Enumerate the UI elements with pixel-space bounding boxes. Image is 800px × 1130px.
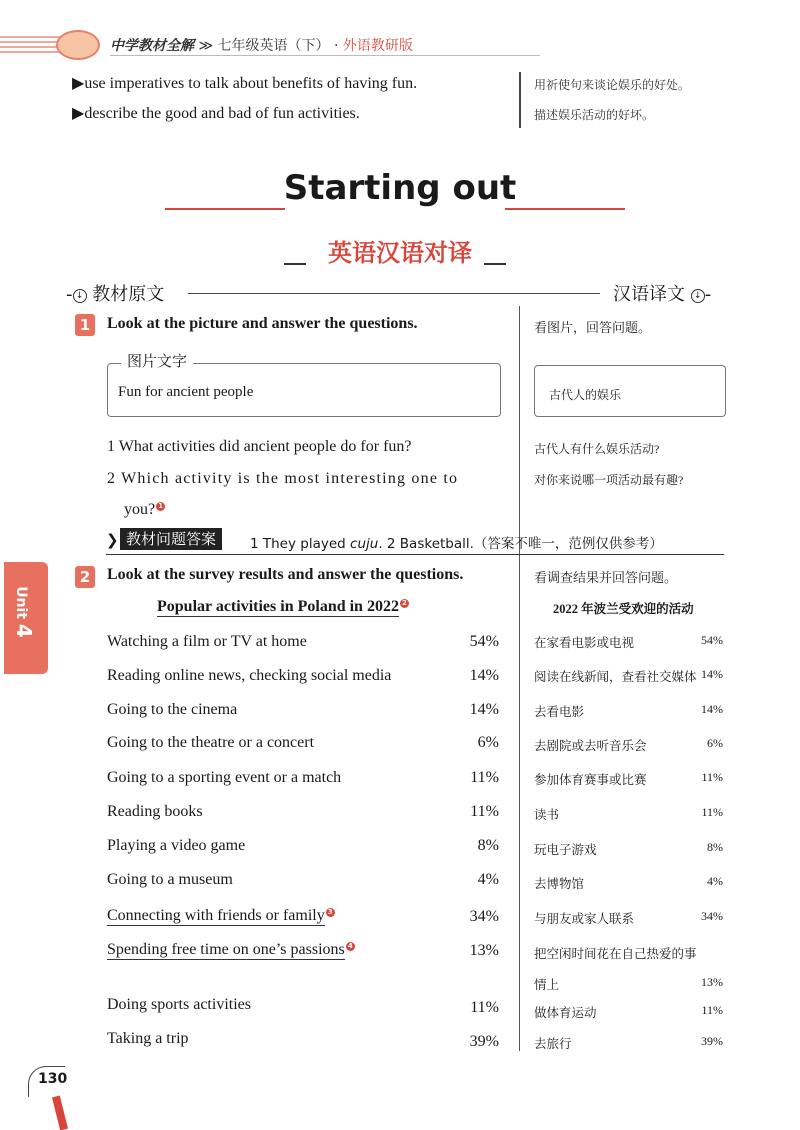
objective-2-en: describe the good and bad of fun activities. xyxy=(84,105,360,122)
section-1-number: 1 xyxy=(75,314,95,336)
table-row-percent-cn: 34% xyxy=(701,909,723,923)
table-row-percent-cn: 54% xyxy=(701,633,723,647)
table-row-percent: 14% xyxy=(469,701,499,718)
table-row-activity-cn: 去旅行 xyxy=(534,1037,572,1051)
unit-number: 4 xyxy=(12,623,36,638)
table-row-percent-cn: 11% xyxy=(701,1003,723,1017)
table-row-percent: 13% xyxy=(469,942,499,959)
picture-text-en: Fun for ancient people xyxy=(118,384,254,400)
table-row-activity-cn: 玩电子游戏 xyxy=(534,843,597,857)
table-title-en: Popular activities in Poland in 2022 xyxy=(157,598,399,615)
table-row-percent-cn: 39% xyxy=(701,1034,723,1048)
section-2-title-cn: 看调查结果并回答问题。 xyxy=(534,571,678,586)
table-row-activity-text: Connecting with friends or family xyxy=(107,907,325,924)
header-brand: 中学教材全解 xyxy=(110,38,194,54)
answer-tag: 教材问题答案 xyxy=(120,528,222,550)
question-1: 1 What activities did ancient people do for fun? xyxy=(107,438,412,455)
picture-text-label: 图片文字 xyxy=(121,350,193,371)
table-row-activity-cn: 去博物馆 xyxy=(534,877,585,891)
section-1-title: Look at the picture and answer the questions. xyxy=(107,315,418,332)
subtitle-rule-right xyxy=(484,263,506,265)
header-rule xyxy=(110,55,540,56)
section-1-title-cn: 看图片，回答问题。 xyxy=(534,321,652,336)
table-row-activity-cn: 读书 xyxy=(534,808,560,822)
column-header-translation xyxy=(613,280,711,306)
table-row-activity: Playing a video game xyxy=(107,837,246,854)
table-row-activity xyxy=(107,907,335,925)
table-row-percent: 11% xyxy=(470,803,499,820)
subtitle-rule-left xyxy=(284,263,306,265)
table-row-activity: Reading online news, checking social media xyxy=(107,667,392,684)
unit-word: Unit xyxy=(13,586,29,620)
table-row-activity xyxy=(107,941,355,959)
triangle-bullet-icon: ▶ xyxy=(72,105,85,122)
header-book: 七年级英语（下） xyxy=(217,38,330,54)
table-row-activity: Going to a sporting event or a match xyxy=(107,769,342,786)
table-row-percent: 6% xyxy=(477,734,499,751)
table-row-percent: 4% xyxy=(477,871,499,888)
table-row-activity: Reading books xyxy=(107,803,203,820)
table-row-percent: 14% xyxy=(469,667,499,684)
table-row-percent: 54% xyxy=(469,633,499,650)
objective-1 xyxy=(72,73,417,93)
table-row-activity: Watching a film or TV at home xyxy=(107,633,307,650)
column-header-translation-label: 汉语译文 xyxy=(613,284,685,305)
column-header-original-label: 教材原文 xyxy=(92,284,165,305)
page-title: Starting out xyxy=(283,168,517,208)
page-corner-decoration xyxy=(52,1096,68,1130)
table-row-percent: 11% xyxy=(470,769,499,786)
table-row-activity: Taking a trip xyxy=(107,1030,189,1047)
title-rule-right xyxy=(505,208,625,210)
down-arrow-circle-icon: ↓ xyxy=(73,289,87,303)
note-badge-4: 4 xyxy=(346,942,355,951)
objective-2-cn: 描述娱乐活动的好坏。 xyxy=(534,108,655,122)
header-edition: 外语教研版 xyxy=(342,38,413,54)
column-header-rule xyxy=(188,293,600,294)
question-2-end: you? xyxy=(124,501,156,518)
table-row-activity-text: Spending free time on one’s passions xyxy=(107,941,345,958)
chevron-right-icon: ❯ xyxy=(106,531,119,549)
page-number: 130 xyxy=(38,1071,68,1087)
table-row-activity: Going to the theatre or a concert xyxy=(107,734,315,751)
note-badge-2: 2 xyxy=(400,599,409,608)
table-row-activity-cn-cont: 情上 xyxy=(534,978,560,992)
table-title xyxy=(157,598,409,616)
note-badge-1: 1 xyxy=(156,502,165,511)
table-row-percent: 8% xyxy=(477,837,499,854)
table-row-percent-cn: 8% xyxy=(707,840,723,854)
running-header xyxy=(110,35,413,55)
table-row-percent-cn: 11% xyxy=(701,770,723,784)
question-2-cn: 对你来说哪一项活动最有趣? xyxy=(534,473,684,487)
answer-cuju: cuju xyxy=(350,536,379,552)
objective-divider xyxy=(519,72,521,128)
table-title-cn: 2022 年波兰受欢迎的活动 xyxy=(553,602,694,616)
table-row-activity: Going to a museum xyxy=(107,871,233,888)
triangle-bullet-icon: ▶ xyxy=(72,75,85,92)
objective-2 xyxy=(72,103,360,123)
table-row-percent: 11% xyxy=(470,999,499,1016)
table-row-percent: 34% xyxy=(469,908,499,925)
header-separator-icon: ≫ xyxy=(198,38,214,54)
answer-rule xyxy=(106,554,724,555)
table-row-percent: 39% xyxy=(469,1033,499,1050)
table-row-activity-cn: 在家看电影或电视 xyxy=(534,636,635,650)
answer-part-1: 1 They played xyxy=(250,536,351,552)
table-row-activity: Doing sports activities xyxy=(107,996,251,1013)
table-row-percent-cn: 11% xyxy=(701,805,723,819)
table-row-activity-cn: 把空闲时间花在自己热爱的事 xyxy=(534,947,697,961)
objective-1-cn: 用祈使句来谈论娱乐的好处。 xyxy=(534,78,691,92)
table-row-percent-cn: 13% xyxy=(701,975,723,989)
objective-1-en: use imperatives to talk about benefits of having fun. xyxy=(84,75,418,92)
table-row-percent-cn: 14% xyxy=(701,702,723,716)
question-2-line-1: 2 Which activity is the most interesting one to xyxy=(107,470,459,487)
down-arrow-circle-icon: ↓ xyxy=(691,289,705,303)
note-badge-3: 3 xyxy=(326,908,335,917)
question-2-line-2 xyxy=(124,501,165,519)
answer-text xyxy=(250,532,663,552)
table-row-activity-cn: 参加体育赛事或比赛 xyxy=(534,773,647,787)
table-row-percent-cn: 14% xyxy=(701,667,723,681)
table-row-activity-cn: 阅读在线新闻，查看社交媒体 xyxy=(534,670,697,684)
table-row-activity-cn: 做体育运动 xyxy=(534,1006,597,1020)
header-dot: · xyxy=(334,38,339,54)
question-1-cn: 古代人有什么娱乐活动? xyxy=(534,442,660,456)
unit-tab-label xyxy=(12,572,36,652)
column-divider xyxy=(519,306,520,1051)
dash-icon: - xyxy=(66,284,73,305)
table-row-activity-cn: 与朋友或家人联系 xyxy=(534,912,635,926)
table-row-percent-cn: 4% xyxy=(707,874,723,888)
section-subtitle: 英语汉语对译 xyxy=(328,239,472,267)
table-row-activity: Going to the cinema xyxy=(107,701,238,718)
table-row-activity-cn: 去看电影 xyxy=(534,705,585,719)
answer-part-2: . 2 Basketball.（答案不唯一，范例仅供参考） xyxy=(378,536,663,552)
section-2-title: Look at the survey results and answer the questions. xyxy=(107,566,464,583)
table-row-activity-cn: 去剧院或去听音乐会 xyxy=(534,739,647,753)
dash-icon: - xyxy=(704,284,712,305)
title-rule-left xyxy=(165,208,285,210)
book-logo-icon xyxy=(56,30,100,60)
column-header-original xyxy=(66,280,164,306)
table-row-percent-cn: 6% xyxy=(707,736,723,750)
section-2-number: 2 xyxy=(75,566,95,588)
picture-text-cn: 古代人的娱乐 xyxy=(549,388,622,402)
